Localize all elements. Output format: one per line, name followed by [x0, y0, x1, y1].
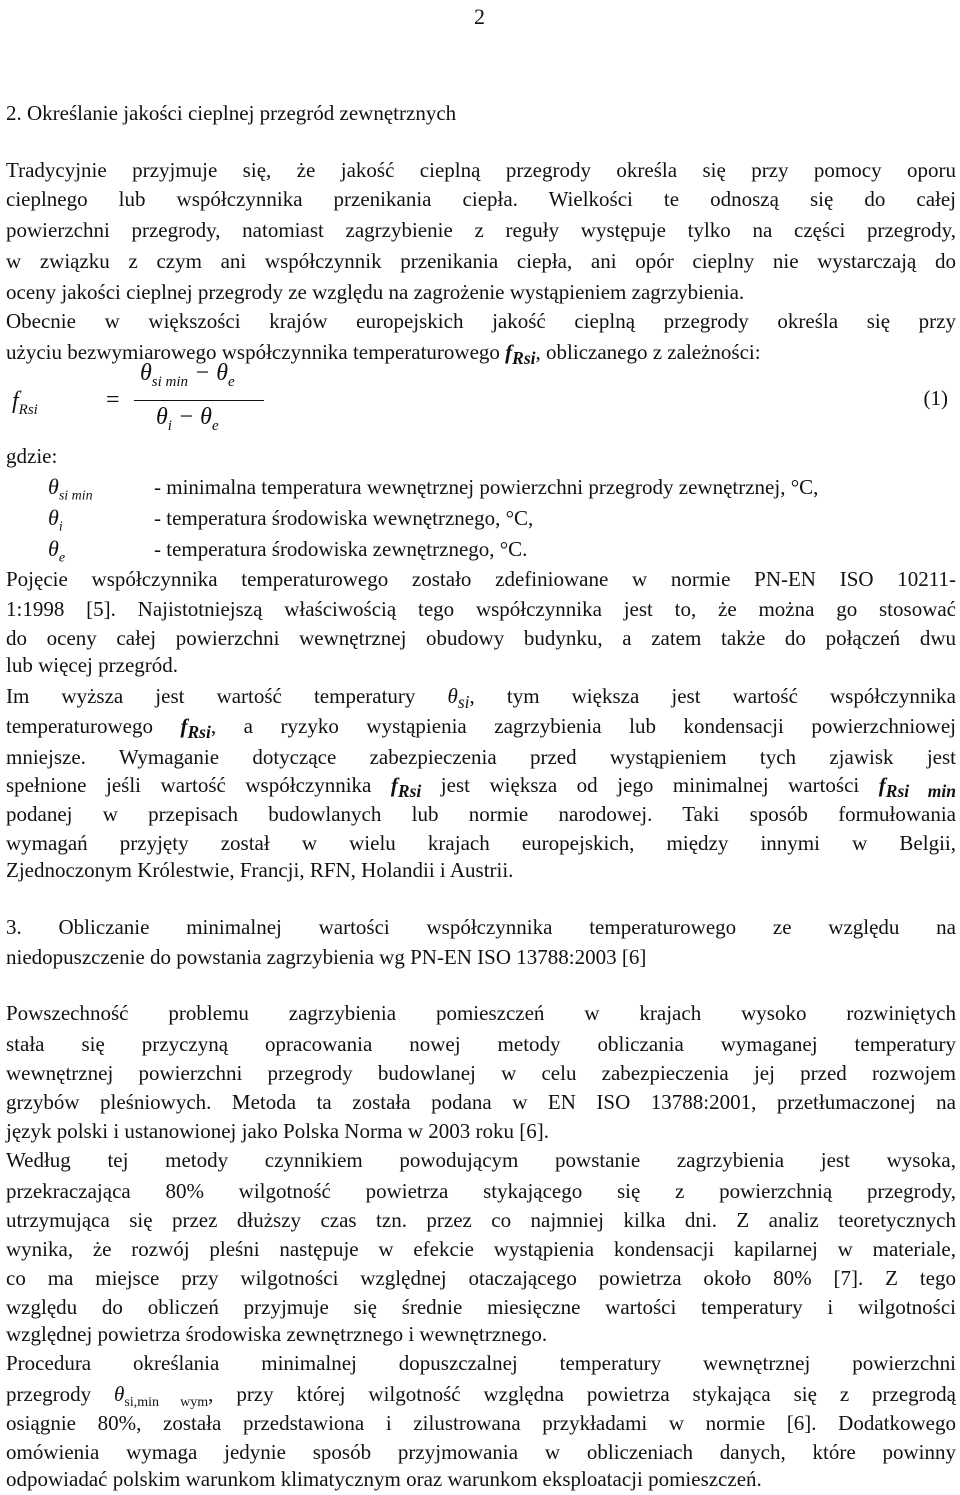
definition-symbol: $\theta_i$: [48, 505, 63, 535]
definition-text: - temperatura środowiska zewnętrznego, °C.: [154, 537, 528, 561]
paragraph-line: osiągnie 80%, została przedstawiona i zilustrowana przykładami w normie [6]. Dodatkowego: [6, 1411, 956, 1435]
paragraph-line: Powszechność problemu zagrzybienia pomieszczeń w krajach wysoko rozwiniętych: [6, 1001, 956, 1025]
paragraph-line: Tradycyjnie przyjmuje się, że jakość cieplną przegrody określa się przy pomocy oporu: [6, 158, 956, 182]
formula-numerator: $\theta_{si min} - \theta_e$: [140, 360, 235, 390]
paragraph-line: Obecnie w większości krajów europejskich jakość cieplną przegrody określa się przy: [6, 309, 956, 333]
paragraph-line: Według tej metody czynnikiem powodującym powstanie zagrzybienia jest wysoka,: [6, 1148, 956, 1172]
section-2-title: 2. Określanie jakości cieplnej przegród zewnętrznych: [6, 101, 457, 125]
paragraph-line: spełnione jeśli wartość współczynnika $f_{Rsi}$ jest większa od jego minimalnej wartości $f_{Rsi min}$: [6, 773, 956, 802]
paragraph-line: podanej w przepisach budowlanych lub normie narodowej. Taki sposób formułowania: [6, 802, 956, 826]
paragraph-line: przekraczająca 80% wilgotność powietrza stykającego się z powierzchnią przegrody,: [6, 1179, 956, 1203]
paragraph-line: co ma miejsce przy wilgotności względnej otaczającego powietrza około 80% [7]. Z tego: [6, 1266, 956, 1290]
paragraph-line: wynika, że rozwój pleśni następuje w efekcie wystąpienia kondensacji kapilarnej w materiale,: [6, 1237, 956, 1261]
paragraph-line: powierzchni przegrody, natomiast zagrzybienie z reguły występuje tylko na części przegrody,: [6, 218, 956, 242]
paragraph-line: względnej powietrza środowiska zewnętrznego i wewnętrznego.: [6, 1322, 548, 1346]
paragraph-line: Im wyższa jest wartość temperatury $\theta_{si}$, tym większa jest wartość współczynnika: [6, 684, 956, 713]
paragraph-line: omówienia wymaga jedynie sposób przyjmowania w obliczeniach danych, które powinny: [6, 1440, 956, 1464]
paragraph-line: wewnętrznej powierzchni przegrody budowlanej w celu zabezpieczenia jej przed rozwojem: [6, 1061, 956, 1085]
paragraph-line: stała się przyczyną opracowania nowej metody obliczania wymaganej temperatury: [6, 1032, 956, 1056]
fraction-bar: [134, 400, 264, 401]
section-3-title: 3. Obliczanie minimalnej wartości współczynnika temperaturowego ze względu na: [6, 915, 956, 939]
paragraph-line: w związku z czym ani współczynnik przenikania ciepła, ani opór cieplny nie wystarczają do: [6, 249, 956, 273]
formula-equals: =: [106, 387, 120, 413]
paragraph-line: Pojęcie współczynnika temperaturowego zostało zdefiniowane w normie PN-EN ISO 10211-: [6, 567, 956, 591]
formula-1: [6, 360, 956, 440]
paragraph-line: 1:1998 [5]. Najistotniejszą właściwością tego współczynnika jest to, że można go stosować: [6, 597, 956, 621]
where-label: gdzie:: [6, 444, 58, 468]
paragraph-line: oceny jakości cieplnej przegrody ze względu na zagrożenie wystąpieniem zagrzybienia.: [6, 280, 745, 304]
paragraph-line: grzybów pleśniowych. Metoda ta została podana w EN ISO 13788:2001, przetłumaczonej na: [6, 1090, 956, 1114]
paragraph-line: utrzymująca się przez dłuższy czas tzn. przez co najmniej kilka dni. Z analiz teoretycznych: [6, 1208, 956, 1232]
definition-symbol: $\theta_e$: [48, 536, 66, 566]
paragraph-line: względu do obliczeń przyjmuje się średnie miesięczne wartości temperatury i wilgotności: [6, 1295, 956, 1319]
definition-symbol: $\theta_{si min}$: [48, 474, 93, 504]
paragraph-line: Zjednoczonym Królestwie, Francji, RFN, Holandii i Austrii.: [6, 858, 514, 882]
formula-lhs: $f_{Rsi}$: [12, 388, 38, 418]
paragraph-line: wymagań przyjęty został w wielu krajach europejskich, między innymi w Belgii,: [6, 831, 956, 855]
definition-row: [6, 505, 956, 535]
paragraph-line: język polski i ustanowionej jako Polska Norma w 2003 roku [6].: [6, 1119, 550, 1143]
paragraph-line: przegrody $\theta_{si,min wym}$, przy której wilgotność względna powietrza stykająca się z przegrodą: [6, 1382, 956, 1411]
formula-denominator: $\theta_i - \theta_e$: [156, 404, 219, 434]
symbol-sub: Rsi: [512, 348, 536, 369]
paragraph-line: odpowiadać polskim warunkom klimatycznym oraz warunkom eksploatacji pomieszczeń.: [6, 1467, 762, 1491]
paragraph-line: lub więcej przegród.: [6, 653, 179, 677]
definition-text: - minimalna temperatura wewnętrznej powierzchni przegrody zewnętrznej, °C,: [154, 475, 819, 499]
paragraph-line: mniejsze. Wymaganie dotyczące zabezpieczenia przed wystąpieniem tych zjawisk jest: [6, 745, 956, 769]
page-number: 2: [474, 4, 485, 29]
definition-row: [6, 536, 956, 566]
section-3-title: niedopuszczenie do powstania zagrzybienia wg PN-EN ISO 13788:2003 [6]: [6, 945, 647, 969]
paragraph-line: Procedura określania minimalnej dopuszczalnej temperatury wewnętrznej powierzchni: [6, 1351, 956, 1375]
paragraph-line: do oceny całej powierzchni wewnętrznej obudowy budynku, a zatem także do połączeń dwu: [6, 626, 956, 650]
paragraph-line: cieplnego lub współczynnika przenikania ciepła. Wielkości te odnoszą się do całej: [6, 187, 956, 211]
formula-number: (1): [923, 386, 948, 410]
symbol-f: f: [505, 340, 513, 364]
paragraph-line: temperaturowego $f_{Rsi}$, a ryzyko wystąpienia zagrzybienia lub kondensacji powierzchniowej: [6, 714, 956, 743]
text-run: , obliczanego z zależności:: [535, 340, 761, 364]
text-run: użyciu bezwymiarowego współczynnika temperaturowego: [6, 340, 506, 364]
definition-text: - temperatura środowiska wewnętrznego, °C,: [154, 506, 534, 530]
definition-row: [6, 474, 956, 504]
